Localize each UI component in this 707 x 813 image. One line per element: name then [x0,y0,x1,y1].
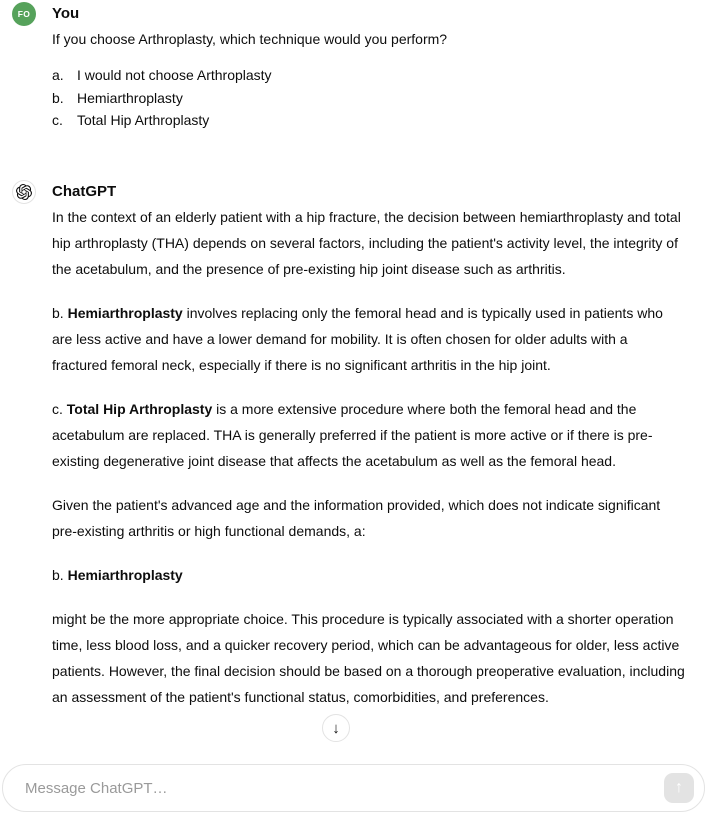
option-marker: c. [52,112,63,128]
answer-option [52,64,686,87]
scroll-to-bottom-button[interactable] [322,714,350,742]
assistant-paragraph: In the context of an elderly patient with a hip fracture, the decision between hemiarthroplasty and total hip arthroplasty (THA) depends on several factors, including the patient's activity level, the integrity of the acetabulum, and the presence of pre-existing hip joint disease such as arthritis. [52,208,681,277]
assistant-avatar [12,180,36,204]
message-author: You [52,5,80,22]
send-button[interactable] [664,773,694,803]
option-marker: a. [52,67,64,83]
assistant-message-content [52,180,686,710]
option-text: Total Hip Arthroplasty [77,112,210,128]
user-message [12,2,689,132]
assistant-paragraph: c. Total Hip Arthroplasty is a more extensive procedure where both the femoral head and the acetabulum are replaced. THA is generally preferred if the patient is more active or if there is pre-existing degenerative joint disease that affects the acetabulum as well as the femoral head. [52,400,653,469]
assistant-paragraph: b. Hemiarthroplasty involves replacing only the femoral head and is typically used in patients who are less active and have a lower demand for mobility. It is often chosen for older adults with a fractured femoral neck, especially if there is no significant arthritis in the hip joint. [52,304,663,373]
user-avatar-initials: FO [17,9,31,19]
message-composer [2,764,705,812]
answer-option [52,109,686,132]
assistant-message [12,180,689,710]
message-author: ChatGPT [52,182,117,200]
option-text: Hemiarthroplasty [77,89,183,106]
openai-logo-icon [16,184,32,200]
assistant-avatar-column [12,180,36,710]
message-input[interactable] [25,780,664,797]
option-text: I would not choose Arthroplasty [77,67,272,83]
arrow-up-icon: ↑ [675,779,683,796]
assistant-paragraph: might be the more appropriate choice. This procedure is typically associated with a shorter operation time, less blood loss, and a quicker recovery period, which can be advantageous for older, less active patients. However, the final decision should be based on a thorough preoperative evaluation, including an assessment of the patient's functional status, comorbidities, and preferences. [52,610,685,705]
answer-option [52,87,686,110]
user-avatar [12,2,36,26]
answer-options-list [52,64,686,132]
assistant-paragraph: Given the patient's advanced age and the information provided, which does not indicate significant pre-existing arthritis or high functional demands, a: [52,496,661,539]
option-marker: b. [52,89,64,106]
arrow-down-icon: ↓ [332,719,340,737]
user-message-content [52,2,686,132]
user-question: If you choose Arthroplasty, which technique would you perform? [52,31,448,47]
user-avatar-column [12,2,36,132]
assistant-paragraph: b. Hemiarthroplasty [52,566,183,583]
